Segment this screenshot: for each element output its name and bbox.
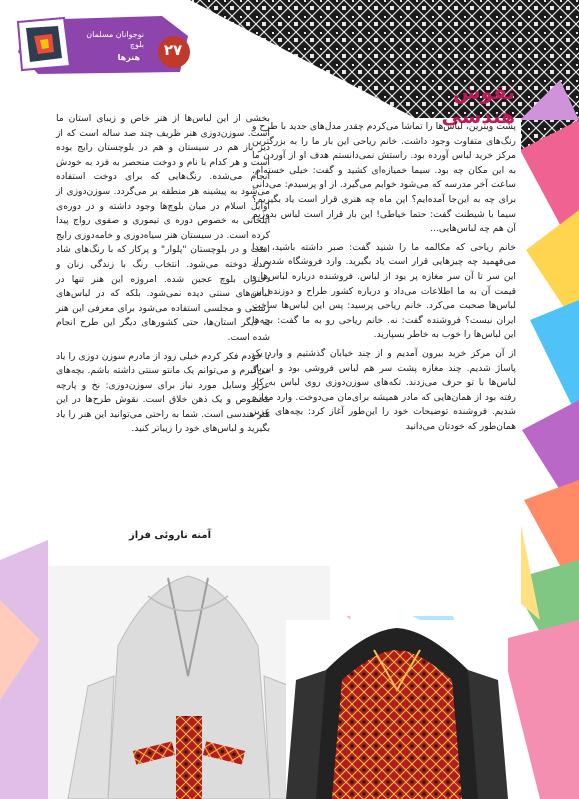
left-column (56, 112, 270, 441)
author-name: آمنه ناروئی فراز (128, 530, 212, 541)
paragraph: خانم ریاحی که مکالمه ما را شنید گفت: صبر داشته باشید، بعدا می‌فهمید چه چیزهایی قرار است یاد بگیرید. وارد فروشگاه شدیم از این سر تا آن سر مغازه پر بود از لباس. فروشنده درباره لباس‌ها و قیمت آن به ما اطلاعات می‌داد و درباره کشور طراح و دوزنده این لباس‌ها صحبت می‌کرد. خانم ریاحی پرسید: پس این لباس‌ها ساخت ایران نیست؟ فروشنده گفت: نه. خانم ریاحی رو به ما گفت: بچه‌ها این لباس‌ها را خوب به خاطر بسپارید. (252, 241, 516, 341)
paragraph: بخشی از این لباس‌ها از هنر خاص و زیبای استان ما است. سوزن‌دوزی هنر ظریف چند صد ساله است که از دیر باز هم در سیستان و هم در بلوچستان رایج بوده است و هر کدام با نام و دوخت منحصر به فرد به خودش انجام می‌شده. رنگ‌هایی که برای دوخت استفاده می‌شود به پیشینه هر منطقه بر می‌گردد. سوزن‌دوزی از اوایل اسلام در میان بلوچ‌ها وجود داشته و در دوره‌ی ایلخانی به خصوص دوره ی تیموری و صفوی رواج پیدا کرده است. در سیستان هنر سیاه‌دوزی و خامه‌دوزی رایج است و در بلوچستان "پلوار" و پرکار که با رنگ‌های شاد زنده دوخته می‌شود. انتخاب رنگ با زندگی زنان و دختران بلوچ عجین شده. امروزه این هنر تنها در لباس‌های سنتی دیده نمی‌شود. بلکه که در لباس‌های رسمی و مجلسی استفاده می‌شود برای معرفی این هنر به دیگر استان‌ها، حتی کشورهای دیگر این طرح انجام شده است. (56, 113, 270, 343)
paragraph: با خودم فکر کردم خیلی زود از مادرم سوزن دوزی را یاد می‌گیرم و می‌توانم یک مانتو سنتی داشته باشم. بچه‌های عزیز وسایل مورد نیاز برای سوزن‌دوزی: نخ و پارچه مخصوص و یک ذهن خلاق است. نقوش طرح‌ها در این هنر هندسی است. شما به راحتی می‌توانید این هنر را یاد بگیرید و لباس‌های خود را زیباتر کنید. (56, 350, 270, 435)
article-title: نقوش هندسی (441, 80, 515, 128)
paragraph: از آن مرکز خرید بیرون آمدیم و از چند خیابان گذشتیم و وارد یک پاساژ شدیم. چند مغازه پشت سر هم لباس فروشی بود و این‌بار لباس‌ها با تو حرف می‌زدند. تکه‌های سوزن‌دوزی روی لباس به کار رفته بود از همان‌هایی که مادر همیشه برای‌مان می‌دوخت. وارد مغازه شدیم. فروشنده توضیحات خود را این‌طور آغاز کرد: بچه‌های عزیز همان‌طور که خودتان می‌دانید (252, 347, 516, 432)
section-label: هنرها (117, 53, 140, 62)
magazine-line: نوجوانان مسلمان بلوچ (86, 30, 144, 49)
paragraph: پشت ویترین، لباس‌ها را تماشا می‌کردم چقدر مدل‌های جدید با طرح و رنگ‌های متفاوت وجود داشت. خانم ریاحی این بار ما را به بزرگترین مرکز خرید لباس آورده بود. راستش نمی‌دانستم هدف او از آوردن ما به این مکان چه بود. سیما خمیازه‌ای کشید و گفت: خیلی خسته‌ام. ساعت آخر مدرسه که می‌شود خوابم می‌گیرد. از او پرسیدم: می‌دانی برای چه به این‌جا آمده‌ایم؟ این ماه چه هنری قرار است یاد بگیریم؟ سیما با شیطنت گفت: حتما خیاطی! این بار قرار است لباس بدوزیم آن هم چه لباس‌هایی... (252, 121, 516, 235)
red-embroidered-dress-photo (286, 620, 508, 799)
right-column (252, 120, 516, 438)
page-number: ۲۷ (163, 41, 183, 59)
